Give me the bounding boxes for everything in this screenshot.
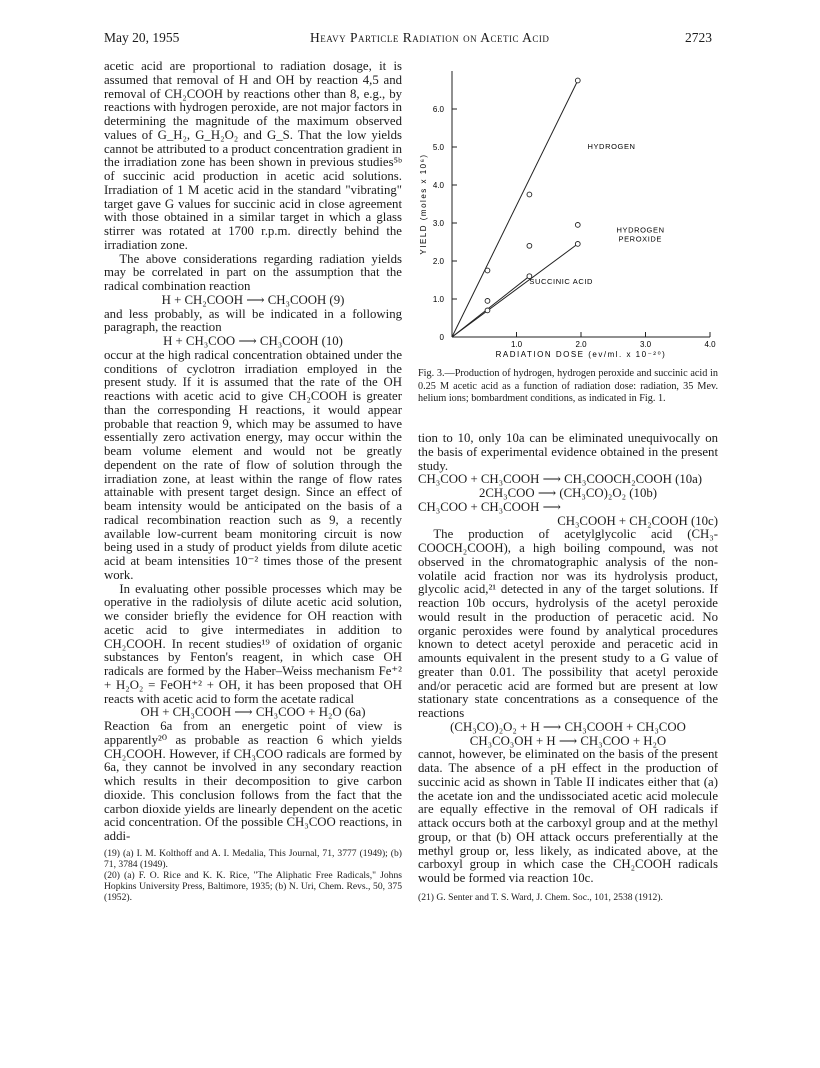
data-point-hydrogen (575, 78, 580, 83)
series-line-succinic-acid (452, 276, 529, 337)
y-tick-label: 5.0 (432, 143, 444, 152)
header-date: May 20, 1955 (104, 30, 180, 45)
equation-10: H + CH₃COO ⟶ CH₃COOH (10) (163, 334, 343, 348)
figure-caption: Fig. 3.—Production of hydrogen, hydrogen peroxide and succinic acid in 0.25 M acetic acid as a function of radiation dose: radiation, 35 Mev. helium ions; bombardment conditions, as indicated in Fig. 1. (418, 368, 718, 404)
equation-peracid-h: CH₃CO₃OH + H ⟶ CH₃COO + H₂O (469, 733, 667, 748)
series-line-hydrogen-peroxide (452, 244, 578, 337)
paragraph: Reaction 6a from an energetic point of view is apparently²⁰ as probable as reaction 6 which yields CH₂COOH. However, if CH₃COO radicals are formed by 6a, they cannot be involved in any secondary reaction which results in their decomposition to give carbon dioxide. This conclusion follows from the fact that the carbon dioxide yields are linearly dependent on the acetic acid concentration. Of the possible CH₃COO reactions, in addi- (104, 719, 402, 843)
series-label-hydrogen-peroxide: HYDROGEN (616, 225, 665, 235)
equation-10c-line1: CH₃COO + CH₃COOH ⟶ (418, 499, 561, 514)
data-point-succinic-acid (485, 308, 490, 313)
paragraph: In evaluating other possible processes which may be operative in the radiolysis of dilute acetic acid solution, we consider briefly the evidence for OH reaction with acetic acid to give intermediates in addition to CH₂COOH. In recent studies¹⁹ of oxidation of organic substances by Fenton's reagent, in which case OH radicals are formed by the Haber–Weiss mechanism Fe⁺² + H₂O₂ = FeOH⁺² + OH, it has been proposed that OH reacts with acetic acid to form the acetate radical (104, 581, 402, 706)
y-tick-label: 1.0 (432, 295, 444, 304)
equation-6a: OH + CH₃COOH ⟶ CH₃COO + H₂O (6a) (140, 705, 366, 720)
equation-10c-line2: CH₃COOH + CH₂COOH (10c) (557, 513, 718, 528)
x-tick-label: 3.0 (639, 340, 652, 349)
left-column (104, 60, 402, 903)
data-point-hydrogen (485, 268, 490, 273)
equation-10b: 2CH₃COO ⟶ (CH₃CO)₂O₂ (10b) (478, 486, 658, 500)
paragraph: occur at the high radical concentration obtained under the conditions of cyclotron irradiation employed in the present study. If it is assumed that the rate of the OH reactions with acetic acid to give CH₂COOH is greater than the corresponding H reactions, it would appear probable that reaction 9, which may be assumed to have essentially zero activation energy, may occur within the beam volume element and would not be greatly dependent on the rate of flow of solution through the irradiation zone, at least within the range of flow rates attainable with present target design. Since an effect of beam intensity would be anticipated on the basis of a radical recombination reaction such as 9, a recently available low-current beam monitoring circuit is now being used in a study of product yields from dilute acetic acid at beam intensities 10⁻² times those of the present work. (104, 347, 402, 582)
data-point-hydrogen-peroxide (527, 243, 532, 248)
x-tick-label: 4.0 (704, 340, 716, 349)
paragraph: and less probably, as will be indicated in a following paragraph, the reaction (104, 306, 402, 335)
y-tick-label: 0 (439, 333, 444, 342)
equation-peroxide-h: (CH₃CO)₂O₂ + H ⟶ CH₃COOH + CH₃COO (450, 719, 686, 734)
figure-3-chart (410, 60, 720, 360)
paragraph: The above considerations regarding radiation yields may be correlated in part on the assumption that the radical combination reaction (104, 251, 402, 293)
y-tick-label: 3.0 (432, 219, 444, 228)
data-point-hydrogen (527, 192, 532, 197)
footnote-20: (20) (a) F. O. Rice and K. K. Rice, "The Aliphatic Free Radicals," Johns Hopkins University Press, Baltimore, 1935; (b) N. Uri, Chem. Revs., 50, 375 (1952). (104, 869, 402, 903)
series-label-hydrogen-peroxide: PEROXIDE (618, 234, 663, 244)
data-point-hydrogen-peroxide (575, 223, 580, 228)
x-axis-label: RADIATION DOSE (ev/ml. x 10⁻²⁰) (495, 350, 667, 359)
data-point-hydrogen-peroxide (485, 299, 490, 304)
y-axis-label: YIELD (moles x 10⁶) (419, 153, 428, 255)
y-tick-label: 2.0 (432, 257, 444, 266)
y-tick-label: 4.0 (432, 181, 444, 190)
header-title: Heavy Particle Radiation on Acetic Acid (310, 30, 550, 45)
paragraph: The production of acetylglycolic acid (CH₃-COOCH₂COOH), a high boiling compound, was not observed in the chromatographic analysis of the non-volatile acid fraction nor was its hydrolysis product, glycolic acid,²¹ detected in any of the target solutions. If reaction 10b occurs, hydrolysis of the acetyl peroxide would result in the production of peracetic acid. No organic peroxides were found by analytical procedures known to detect acetyl peroxide and peracetic acid in amounts equivalent in the present study to a G value of greater than 0.01. The possibility that acetyl peroxide and/or peracetic acid are formed but are present at low stationary state concentrations as a consequence of the reactions (418, 527, 718, 720)
header-page-number: 2723 (685, 30, 712, 45)
right-column (418, 432, 718, 903)
y-tick-label: 6.0 (432, 105, 444, 114)
equation-10a: CH₃COO + CH₃COOH ⟶ CH₃COOCH₂COOH (10a) (418, 472, 703, 487)
series-label-succinic-acid: SUCCINIC ACID (529, 276, 594, 286)
paragraph: cannot, however, be eliminated on the basis of the present data. The absence of a pH effect in the production of succinic acid as shown in Table II indicates either that (a) the acetate ion and the undissociated acetic acid molecule are equally effective in the removal of OH radicals if attack occurs both at the carboxyl group and at the methyl group, or that (b) OH attack occurs preferentially at the methyl group or, less likely, as indicated above, at the carboxyl group in which case the CH₂COOH radicals would be formed via reaction 10c. (418, 747, 718, 885)
footnote-19: (19) (a) I. M. Kolthoff and A. I. Medalia, This Journal, 71, 3777 (1949); (b) 71, 3784 (1949). (104, 847, 402, 870)
footnote-21: (21) G. Senter and T. S. Ward, J. Chem. Soc., 101, 2538 (1912). (418, 891, 663, 903)
series-line-hydrogen (452, 81, 578, 338)
paragraph: acetic acid are proportional to radiation dosage, it is assumed that removal of H and OH by reaction 4,5 and removal of CH₂COOH by reactions other than 8, e.g., by reactions with hydrogen peroxide, are not major factors in determining the magnitude of the maximum observed values of G_H₂, G_H₂O₂ and G_S. That the low yields cannot be attributed to a product concentration gradient in the irradiation zone has been shown in previous studies⁵ᵇ of succinic acid production in acetic acid solutions. Irradiation of 1 M acetic acid in the standard "vibrating" target gave G values for succinic acid in close agreement with those obtained in a similar target in which a glass stirrer was rotated at 1700 r.p.m. directly behind the irradiation zone. (104, 59, 402, 252)
equation-9: H + CH₂COOH ⟶ CH₃COOH (9) (161, 292, 345, 307)
x-tick-label: 2.0 (575, 340, 587, 349)
x-tick-label: 1.0 (510, 340, 523, 349)
paragraph: tion to 10, only 10a can be eliminated unequivocally on the basis of experimental evidence obtained in the present study. (418, 431, 718, 473)
series-label-hydrogen: HYDROGEN (587, 141, 636, 151)
data-point-hydrogen-peroxide (575, 242, 580, 247)
